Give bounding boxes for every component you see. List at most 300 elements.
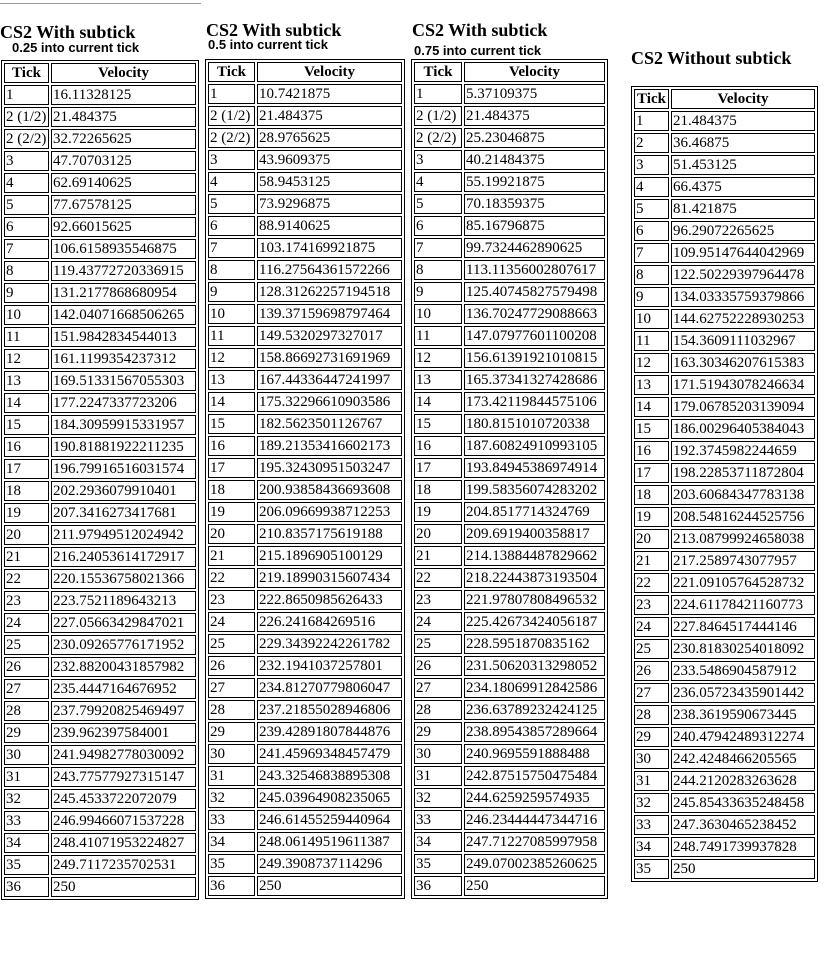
velocity-cell: 85.16796875 (464, 216, 605, 236)
tick-cell: 6 (4, 217, 49, 237)
table-row (208, 744, 402, 764)
tick-cell: 5 (208, 194, 255, 214)
table-title: CS2 With subtick (412, 20, 548, 40)
table-row (208, 238, 402, 258)
velocity-cell: 218.22443873193504 (464, 568, 605, 588)
tick-cell: 32 (414, 788, 462, 808)
tick-cell: 12 (4, 349, 49, 369)
table-title: CS2 Without subtick (631, 48, 792, 68)
tick-cell: 2 (634, 133, 669, 153)
velocity-cell: 190.81881922211235 (51, 437, 196, 457)
tick-cell: 32 (634, 793, 669, 813)
table-row (414, 568, 605, 588)
table-row (4, 635, 196, 655)
tick-cell: 21 (208, 546, 255, 566)
velocity-cell: 163.30346207615383 (671, 353, 815, 373)
table-row (414, 722, 605, 742)
table-row (4, 85, 196, 105)
table-row (4, 569, 196, 589)
velocity-cell: 217.2589743077957 (671, 551, 815, 571)
table-row (634, 375, 815, 395)
tick-cell: 19 (4, 503, 49, 523)
velocity-cell: 43.9609375 (257, 150, 402, 170)
tick-cell: 31 (414, 766, 462, 786)
velocity-cell: 28.9765625 (257, 128, 402, 148)
tick-cell: 8 (414, 260, 462, 280)
tick-cell: 29 (208, 722, 255, 742)
table-row (208, 392, 402, 412)
velocity-cell: 232.88200431857982 (51, 657, 196, 677)
velocity-cell: 142.04071668506265 (51, 305, 196, 325)
tick-cell: 23 (634, 595, 669, 615)
velocity-cell: 239.42891807844876 (257, 722, 402, 742)
table-row (208, 502, 402, 522)
velocity-cell: 208.54816244525756 (671, 507, 815, 527)
tick-cell: 3 (414, 150, 462, 170)
table-row (414, 84, 605, 104)
velocity-cell: 187.60824910993105 (464, 436, 605, 456)
tick-cell: 22 (414, 568, 462, 588)
velocity-cell: 215.1896905100129 (257, 546, 402, 566)
tick-cell: 11 (208, 326, 255, 346)
table-row (414, 480, 605, 500)
velocity-cell: 179.06785203139094 (671, 397, 815, 417)
table-row (4, 283, 196, 303)
table-row (208, 458, 402, 478)
velocity-cell: 62.69140625 (51, 173, 196, 193)
tick-cell: 23 (208, 590, 255, 610)
table-row (634, 397, 815, 417)
velocity-cell: 233.5486904587912 (671, 661, 815, 681)
tick-cell: 33 (4, 811, 49, 831)
table-row (208, 700, 402, 720)
velocity-cell: 242.87515750475484 (464, 766, 605, 786)
velocity-cell: 204.8517714324769 (464, 502, 605, 522)
table-row (208, 722, 402, 742)
table-row (634, 859, 815, 879)
tick-cell: 30 (634, 749, 669, 769)
table-row (634, 529, 815, 549)
table-row (208, 810, 402, 830)
table-row (208, 304, 402, 324)
table-row (4, 657, 196, 677)
tick-cell: 35 (208, 854, 255, 874)
table-row (634, 771, 815, 791)
velocity-cell: 198.22853711872804 (671, 463, 815, 483)
table-row (414, 150, 605, 170)
tick-cell: 20 (634, 529, 669, 549)
table-row (634, 661, 815, 681)
tick-cell: 28 (414, 700, 462, 720)
velocity-cell: 219.18990315607434 (257, 568, 402, 588)
velocity-cell: 249.3908737114296 (257, 854, 402, 874)
velocity-cell: 192.3745982244659 (671, 441, 815, 461)
header-row (634, 89, 815, 109)
tick-column-header: Tick (414, 62, 462, 82)
table-row (208, 832, 402, 852)
table-row (414, 436, 605, 456)
table-row (4, 217, 196, 237)
velocity-cell: 246.99466071537228 (51, 811, 196, 831)
table-row (208, 150, 402, 170)
tick-cell: 9 (208, 282, 255, 302)
tick-cell: 12 (634, 353, 669, 373)
tick-cell: 13 (208, 370, 255, 390)
tick-cell: 8 (208, 260, 255, 280)
velocity-cell: 73.9296875 (257, 194, 402, 214)
tick-cell: 12 (208, 348, 255, 368)
tick-cell: 32 (4, 789, 49, 809)
velocity-cell: 55.19921875 (464, 172, 605, 192)
table-row (208, 854, 402, 874)
table-row (208, 546, 402, 566)
table-row (414, 260, 605, 280)
velocity-column-header: Velocity (257, 62, 402, 82)
table-row (208, 172, 402, 192)
table-row (414, 612, 605, 632)
table-row (414, 128, 605, 148)
table-row (208, 370, 402, 390)
table-row (4, 261, 196, 281)
table-row (634, 243, 815, 263)
table-row (4, 415, 196, 435)
tick-cell: 19 (634, 507, 669, 527)
velocity-cell: 248.06149519611387 (257, 832, 402, 852)
tick-cell: 3 (634, 155, 669, 175)
velocity-cell: 10.7421875 (257, 84, 402, 104)
velocity-cell: 96.29072265625 (671, 221, 815, 241)
tick-cell: 35 (4, 855, 49, 875)
tick-cell: 34 (4, 833, 49, 853)
table-row (208, 216, 402, 236)
velocity-cell: 195.32430951503247 (257, 458, 402, 478)
velocity-cell: 235.4447164676952 (51, 679, 196, 699)
table-row (634, 705, 815, 725)
header-row (414, 62, 605, 82)
table-row (634, 309, 815, 329)
table-row (208, 260, 402, 280)
table-row (634, 617, 815, 637)
table-row (4, 481, 196, 501)
tick-cell: 26 (634, 661, 669, 681)
velocity-cell: 247.71227085997958 (464, 832, 605, 852)
velocity-cell: 240.9695591888488 (464, 744, 605, 764)
velocity-cell: 47.70703125 (51, 151, 196, 171)
table-row (414, 832, 605, 852)
tick-cell: 21 (4, 547, 49, 567)
table-row (208, 348, 402, 368)
tick-cell: 32 (208, 788, 255, 808)
table-row (634, 793, 815, 813)
tick-cell: 18 (634, 485, 669, 505)
tick-cell: 24 (208, 612, 255, 632)
velocity-cell: 227.05663429847021 (51, 613, 196, 633)
header-row (208, 62, 402, 82)
tick-cell: 25 (4, 635, 49, 655)
velocity-cell: 238.3619590673445 (671, 705, 815, 725)
table-row (634, 331, 815, 351)
tick-cell: 17 (208, 458, 255, 478)
tick-cell: 10 (414, 304, 462, 324)
table-row (634, 837, 815, 857)
table-row (4, 129, 196, 149)
velocity-cell: 216.24053614172917 (51, 547, 196, 567)
tick-cell: 7 (4, 239, 49, 259)
tick-cell: 24 (4, 613, 49, 633)
velocity-cell: 236.05723435901442 (671, 683, 815, 703)
table-row (208, 128, 402, 148)
velocity-cell: 231.50620313298052 (464, 656, 605, 676)
velocity-cell: 58.9453125 (257, 172, 402, 192)
tick-cell: 27 (208, 678, 255, 698)
tick-cell: 29 (634, 727, 669, 747)
velocity-cell: 25.23046875 (464, 128, 605, 148)
tick-cell: 2 (1/2) (414, 106, 462, 126)
velocity-cell: 186.00296405384043 (671, 419, 815, 439)
table-row (634, 463, 815, 483)
velocity-cell: 240.47942489312274 (671, 727, 815, 747)
velocity-cell: 21.484375 (257, 106, 402, 126)
tick-cell: 29 (4, 723, 49, 743)
tick-cell: 31 (634, 771, 669, 791)
tick-cell: 9 (634, 287, 669, 307)
velocity-cell: 220.15536758021366 (51, 569, 196, 589)
velocity-cell: 230.81830254018092 (671, 639, 815, 659)
velocity-cell: 243.32546838895308 (257, 766, 402, 786)
tick-cell: 30 (414, 744, 462, 764)
table-row (4, 151, 196, 171)
tick-cell: 2 (2/2) (4, 129, 49, 149)
tick-cell: 7 (208, 238, 255, 258)
velocity-cell: 158.86692731691969 (257, 348, 402, 368)
velocity-cell: 70.18359375 (464, 194, 605, 214)
tick-cell: 7 (414, 238, 462, 258)
tick-cell: 18 (4, 481, 49, 501)
velocity-cell: 171.51943078246634 (671, 375, 815, 395)
velocity-cell: 227.8464517444146 (671, 617, 815, 637)
velocity-cell: 207.3416273417681 (51, 503, 196, 523)
velocity-cell: 193.84945386974914 (464, 458, 605, 478)
velocity-cell: 234.81270779806047 (257, 678, 402, 698)
table-row (634, 287, 815, 307)
tick-cell: 31 (4, 767, 49, 787)
table-row (4, 789, 196, 809)
tick-cell: 26 (208, 656, 255, 676)
table-row (414, 788, 605, 808)
tick-column-header: Tick (634, 89, 669, 109)
velocity-cell: 206.09669938712253 (257, 502, 402, 522)
table-row (414, 876, 605, 896)
tick-cell: 1 (208, 84, 255, 104)
table-row (414, 502, 605, 522)
velocity-cell: 221.97807808496532 (464, 590, 605, 610)
table-row (208, 568, 402, 588)
table-row (4, 855, 196, 875)
table-row (634, 155, 815, 175)
table-row (208, 678, 402, 698)
tick-cell: 27 (4, 679, 49, 699)
tick-cell: 16 (414, 436, 462, 456)
tick-cell: 22 (4, 569, 49, 589)
tick-cell: 9 (414, 282, 462, 302)
tick-cell: 14 (208, 392, 255, 412)
velocity-cell: 177.2247337723206 (51, 393, 196, 413)
table-row (414, 458, 605, 478)
tick-cell: 34 (208, 832, 255, 852)
tick-cell: 28 (634, 705, 669, 725)
table-row (4, 811, 196, 831)
velocity-cell: 122.50229397964478 (671, 265, 815, 285)
table-row (414, 414, 605, 434)
table-row (414, 216, 605, 236)
table-row (4, 547, 196, 567)
velocity-cell: 250 (257, 876, 402, 896)
velocity-cell: 222.8650985626433 (257, 590, 402, 610)
velocity-cell: 16.11328125 (51, 85, 196, 105)
tick-cell: 17 (4, 459, 49, 479)
velocity-cell: 36.46875 (671, 133, 815, 153)
tick-cell: 1 (4, 85, 49, 105)
table-row (208, 766, 402, 786)
velocity-table-no-subtick (631, 86, 818, 882)
table-row (634, 441, 815, 461)
velocity-cell: 109.95147644042969 (671, 243, 815, 263)
table-row (634, 199, 815, 219)
tick-cell: 10 (634, 309, 669, 329)
table-row (4, 437, 196, 457)
tick-cell: 2 (2/2) (208, 128, 255, 148)
velocity-cell: 147.07977601100208 (464, 326, 605, 346)
table-row (208, 436, 402, 456)
velocity-cell: 229.34392242261782 (257, 634, 402, 654)
table-row (414, 326, 605, 346)
velocity-table-075 (411, 59, 608, 899)
tick-cell: 4 (4, 173, 49, 193)
velocity-cell: 131.2177868680954 (51, 283, 196, 303)
velocity-column-header: Velocity (464, 62, 605, 82)
velocity-cell: 169.51331567055303 (51, 371, 196, 391)
tick-cell: 14 (414, 392, 462, 412)
velocity-cell: 210.8357175619188 (257, 524, 402, 544)
tick-cell: 19 (414, 502, 462, 522)
tick-cell: 20 (208, 524, 255, 544)
table-row (4, 349, 196, 369)
tick-cell: 22 (634, 573, 669, 593)
velocity-cell: 184.30959915331957 (51, 415, 196, 435)
velocity-cell: 224.61178421160773 (671, 595, 815, 615)
velocity-cell: 21.484375 (51, 107, 196, 127)
tick-cell: 36 (208, 876, 255, 896)
velocity-cell: 21.484375 (464, 106, 605, 126)
table-row (414, 172, 605, 192)
table-row (414, 810, 605, 830)
tick-cell: 21 (634, 551, 669, 571)
table-row (414, 634, 605, 654)
tick-cell: 14 (634, 397, 669, 417)
table-title: CS2 With subtick (0, 22, 136, 42)
velocity-cell: 202.2936079910401 (51, 481, 196, 501)
velocity-cell: 245.85433635248458 (671, 793, 815, 813)
velocity-cell: 151.9842834544013 (51, 327, 196, 347)
table-row (634, 111, 815, 131)
tick-cell: 1 (414, 84, 462, 104)
tick-cell: 20 (414, 524, 462, 544)
table-row (208, 106, 402, 126)
velocity-cell: 149.5320297327017 (257, 326, 402, 346)
tick-cell: 15 (414, 414, 462, 434)
table-row (414, 678, 605, 698)
velocity-cell: 241.45969348457479 (257, 744, 402, 764)
tick-cell: 17 (414, 458, 462, 478)
table-row (634, 639, 815, 659)
table-row (208, 634, 402, 654)
table-subtitle: 0.25 into current tick (12, 40, 140, 55)
velocity-cell: 244.6259259574935 (464, 788, 605, 808)
velocity-cell: 154.3609111032967 (671, 331, 815, 351)
tick-cell: 4 (634, 177, 669, 197)
velocity-cell: 246.61455259440964 (257, 810, 402, 830)
tick-cell: 8 (634, 265, 669, 285)
velocity-cell: 173.42119844575106 (464, 392, 605, 412)
tick-cell: 4 (414, 172, 462, 192)
table-row (634, 419, 815, 439)
tick-cell: 28 (208, 700, 255, 720)
velocity-cell: 40.21484375 (464, 150, 605, 170)
velocity-cell: 250 (51, 877, 196, 897)
table-row (634, 485, 815, 505)
table-row (4, 459, 196, 479)
velocity-cell: 226.241684269516 (257, 612, 402, 632)
velocity-cell: 144.62752228930253 (671, 309, 815, 329)
table-row (634, 507, 815, 527)
table-row (414, 766, 605, 786)
table-row (634, 595, 815, 615)
table-row (634, 221, 815, 241)
tick-cell: 5 (414, 194, 462, 214)
velocity-cell: 81.421875 (671, 199, 815, 219)
table-row (414, 238, 605, 258)
velocity-cell: 113.11356002807617 (464, 260, 605, 280)
table-row (208, 414, 402, 434)
velocity-cell: 156.61391921010815 (464, 348, 605, 368)
velocity-cell: 248.41071953224827 (51, 833, 196, 853)
velocity-cell: 165.37341327428686 (464, 370, 605, 390)
velocity-cell: 237.21855028946806 (257, 700, 402, 720)
table-row (4, 591, 196, 611)
table-row (4, 371, 196, 391)
velocity-cell: 239.962397584001 (51, 723, 196, 743)
tick-cell: 26 (4, 657, 49, 677)
velocity-cell: 128.31262257194518 (257, 282, 402, 302)
velocity-cell: 238.89543857289664 (464, 722, 605, 742)
tick-cell: 35 (634, 859, 669, 879)
table-row (414, 304, 605, 324)
table-row (414, 524, 605, 544)
table-row (414, 370, 605, 390)
tick-cell: 11 (4, 327, 49, 347)
tick-cell: 20 (4, 525, 49, 545)
table-row (4, 679, 196, 699)
tick-cell: 25 (634, 639, 669, 659)
velocity-cell: 250 (671, 859, 815, 879)
table-row (208, 194, 402, 214)
velocity-cell: 211.97949512024942 (51, 525, 196, 545)
velocity-cell: 247.3630465238452 (671, 815, 815, 835)
tick-cell: 30 (208, 744, 255, 764)
tick-cell: 6 (634, 221, 669, 241)
velocity-cell: 139.37159698797464 (257, 304, 402, 324)
table-row (4, 327, 196, 347)
